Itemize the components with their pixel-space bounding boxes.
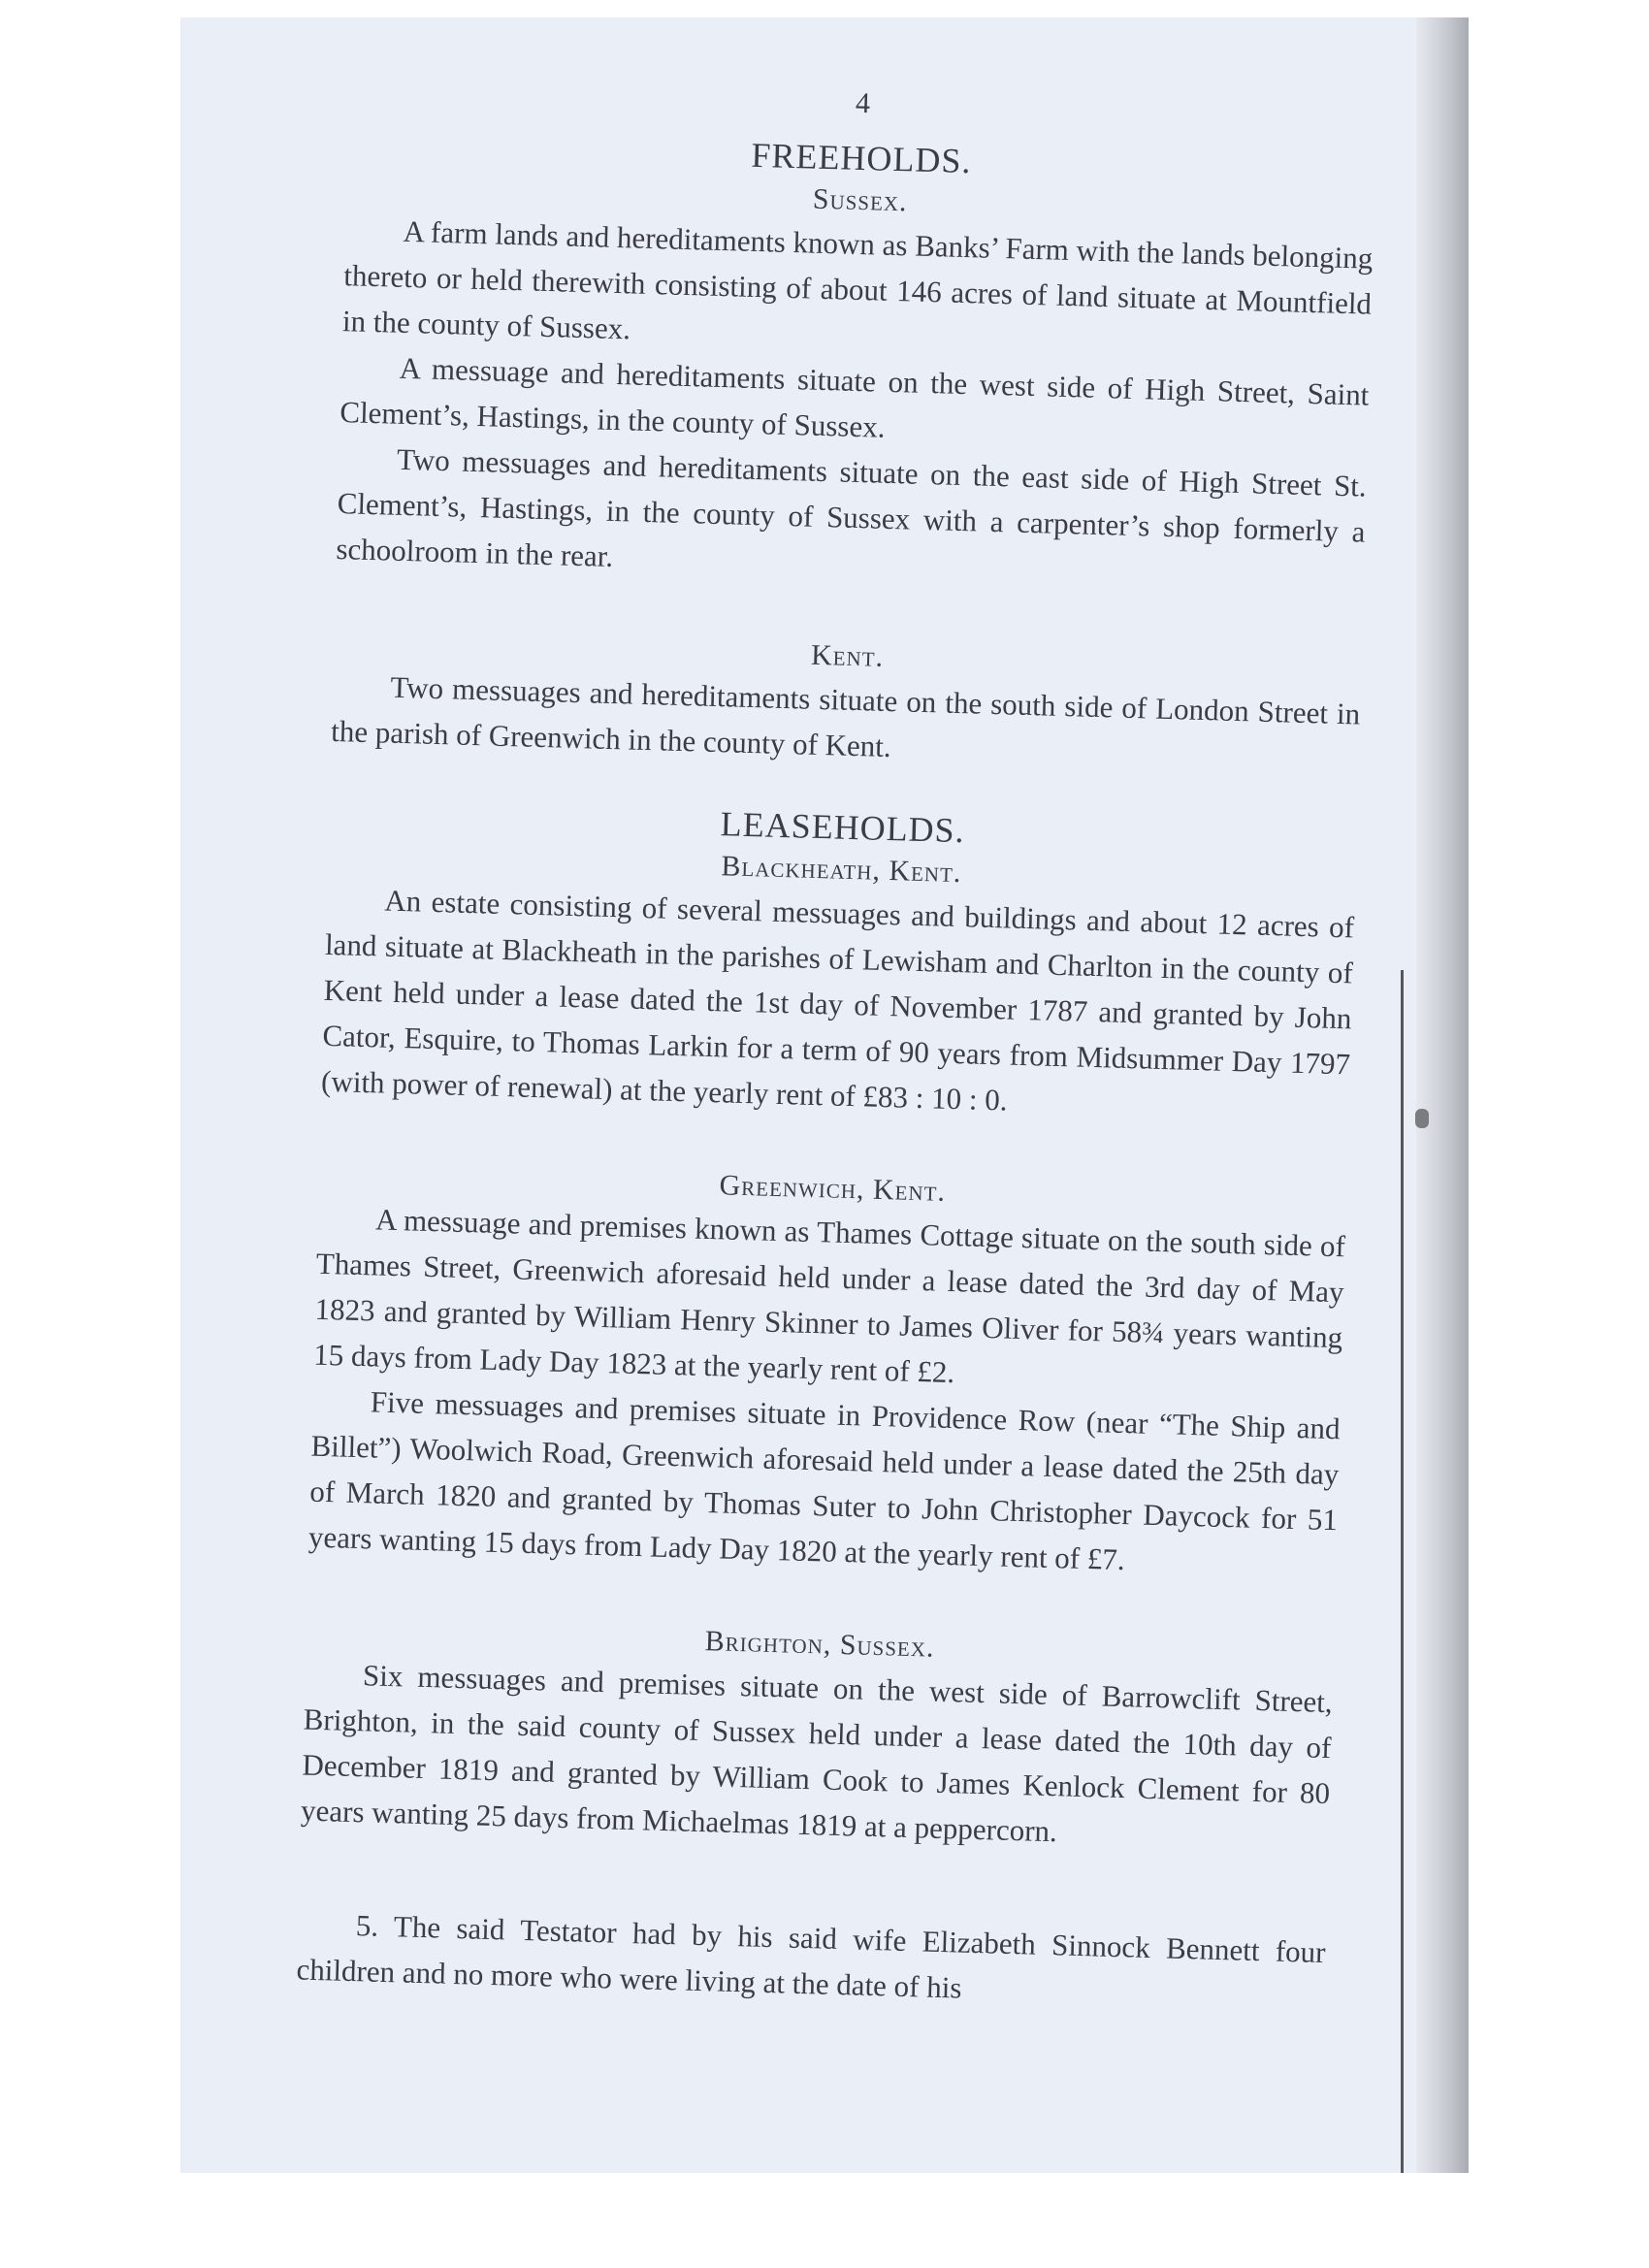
paragraph: A messuage and premises known as Thames Cottage situate on the south side of Thames Street, Greenwich aforesaid held under a lease dated the 3rd day of May 1823 and granted by William Henry Skinner to James Oliver for 58¾ years wanting 15 days from Lady Day 1823 at the yearly rent of £2. <box>312 1202 1346 1390</box>
paragraph: A farm lands and hereditaments known as Banks’ Farm with the lands belonging thereto or held therewith consisting of about 146 acres of land situate at Mountfield in the county of Sussex. <box>341 213 1374 346</box>
scan-speck <box>1415 1109 1429 1128</box>
greenwich-heading: Greenwich, Kent. <box>719 1169 947 1208</box>
page-number: 4 <box>855 86 871 120</box>
paragraph: Two messuages and hereditaments situate on the south side of London Street in the parish of Greenwich in the county of Kent. <box>330 669 1361 764</box>
paragraph: Six messuages and premises situate on the west side of Barrowclift Street, Brighton, in the said county of Sussex held under a lease dated the 10th day of December 1819 and granted by William Cook to James Kenlock Clement for 80 years wanting 25 days from Michaelmas 1819 at a peppercorn. <box>300 1658 1334 1849</box>
leaseholds-title: LEASEHOLDS. <box>720 804 966 851</box>
document-body <box>296 73 1377 2021</box>
freeholds-title: FREEHOLDS. <box>750 135 972 181</box>
sussex-heading: Sussex. <box>812 182 909 218</box>
brighton-heading: Brighton, Sussex. <box>704 1625 935 1664</box>
paragraph: An estate consisting of several messuages and buildings and about 12 acres of land situate at Blackheath in the parishes of Lewisham and Charlton in the county of Kent held under a lease dated the 1st day of November 1787 and granted by John Cator, Esquire, to Thomas Larkin for a term of 90 years from Midsummer Day 1797 (with power of renewal) at the yearly rent of £83 : 10 : 0. <box>320 883 1355 1118</box>
page-edge-shadow <box>1416 17 1469 2173</box>
page-fold-line <box>1401 970 1404 2173</box>
kent-heading: Kent. <box>810 638 885 673</box>
blackheath-heading: Blackheath, Kent. <box>721 850 962 890</box>
paragraph: A messuage and hereditaments situate on the west side of High Street, Saint Clement’s, Hastings, in the county of Sussex. <box>339 350 1370 444</box>
paragraph: Five messuages and premises situate in Providence Row (near “The Ship and Billet”) Woolwich Road, Greenwich aforesaid held under a lease dated the 25th day of March 1820 and granted by Thomas Suter to John Christopher Daycock for 51 years wanting 15 days from Lady Day 1820 at the yearly rent of £7. <box>307 1384 1342 1577</box>
clause-5: 5. The said Testator had by his said wife Elizabeth Sinnock Bennett four children and no more who were living at the date of his <box>296 1908 1326 2005</box>
paragraph: Two messuages and hereditaments situate on the east side of High Street St. Clement’s, Hastings, in the county of Sussex with a carpenter’s shop formerly a schoolroom in the rear. <box>336 441 1368 573</box>
